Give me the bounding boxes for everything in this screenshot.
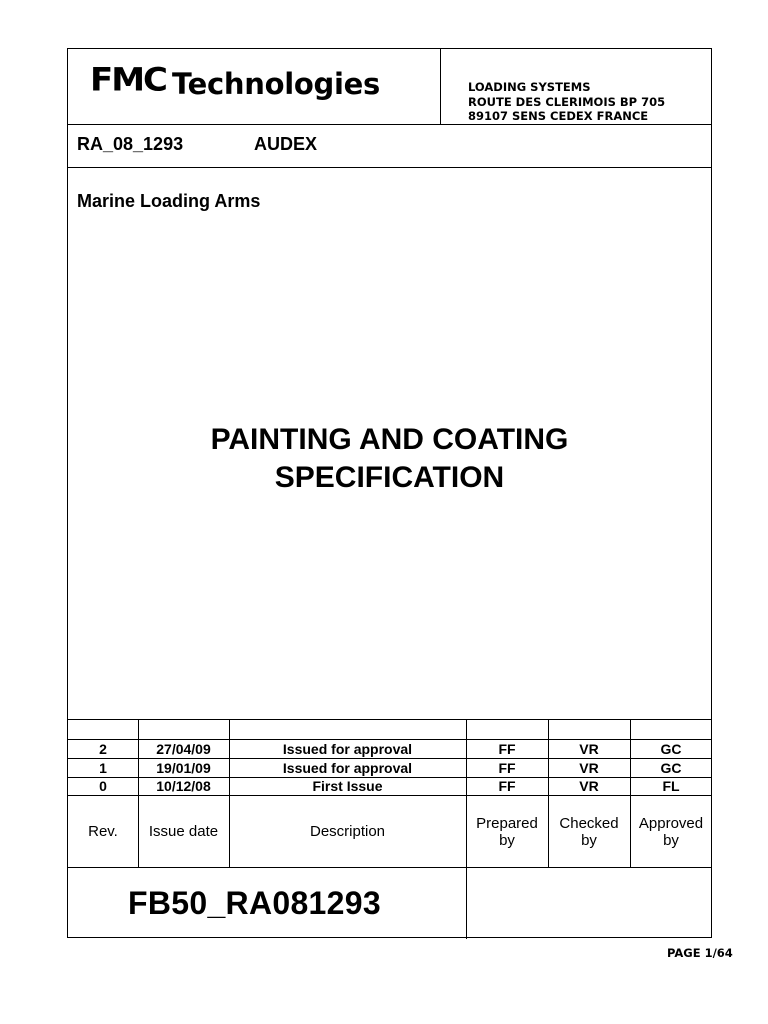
date-column-label: Issue date [148,823,219,840]
date-cell: 10/12/08 [156,778,211,794]
checked-by-column-label [548,815,630,849]
rev-column-label: Rev. [88,823,118,840]
document-subject: Marine Loading Arms [77,191,261,211]
fmc-logo [90,61,380,101]
logo-mark: FMC [90,61,167,99]
table-line [68,795,711,796]
description-cell: Issued for approval [282,741,413,757]
title-line: PAINTING AND COATING [210,423,569,456]
table-labels-bottom-line [68,867,711,868]
approved-by-column-label [630,815,712,849]
description-column-label: Description [309,823,386,840]
header-bottom-line [68,124,711,125]
label-line: by [499,832,515,849]
prepared-cell: FF [498,778,516,794]
checked-cell: VR [579,778,599,794]
description-cell: Issued for approval [282,760,413,776]
document-frame [67,48,712,938]
header-divider [440,49,441,124]
date-cell: 27/04/09 [156,741,211,757]
address-line: ROUTE DES CLERIMOIS BP 705 [468,94,666,109]
table-top-line [68,719,711,720]
document-number: FB50_RA081293 [128,885,381,921]
address-line: LOADING SYSTEMS [468,80,591,94]
page-number: PAGE 1/64 [667,946,733,960]
reference-name: AUDEX [254,134,318,154]
title-line: SPECIFICATION [274,461,505,494]
address-line: 89107 SENS CEDEX FRANCE [468,109,649,123]
rev-cell: 2 [99,741,107,757]
checked-cell: VR [579,760,599,776]
prepared-cell: FF [498,760,516,776]
label-line: Checked [559,815,619,832]
date-cell: 19/01/09 [156,760,211,776]
logo-text: Technologies [172,66,380,101]
prepared-cell: FF [498,741,516,757]
label-line: Prepared [476,815,538,832]
rev-cell: 1 [99,760,107,776]
approved-cell: GC [660,741,682,757]
approved-cell: GC [660,760,682,776]
prepared-by-column-label [466,815,548,849]
rev-cell: 0 [99,778,107,794]
label-line: by [581,832,597,849]
label-line: by [663,832,679,849]
description-cell: First Issue [312,778,383,794]
company-address [468,80,665,124]
checked-cell: VR [579,741,599,757]
reference-bottom-line [68,167,711,168]
document-title [68,421,711,497]
label-line: Approved [638,815,704,832]
reference-number: RA_08_1293 [77,134,184,154]
approved-cell: FL [662,778,680,794]
